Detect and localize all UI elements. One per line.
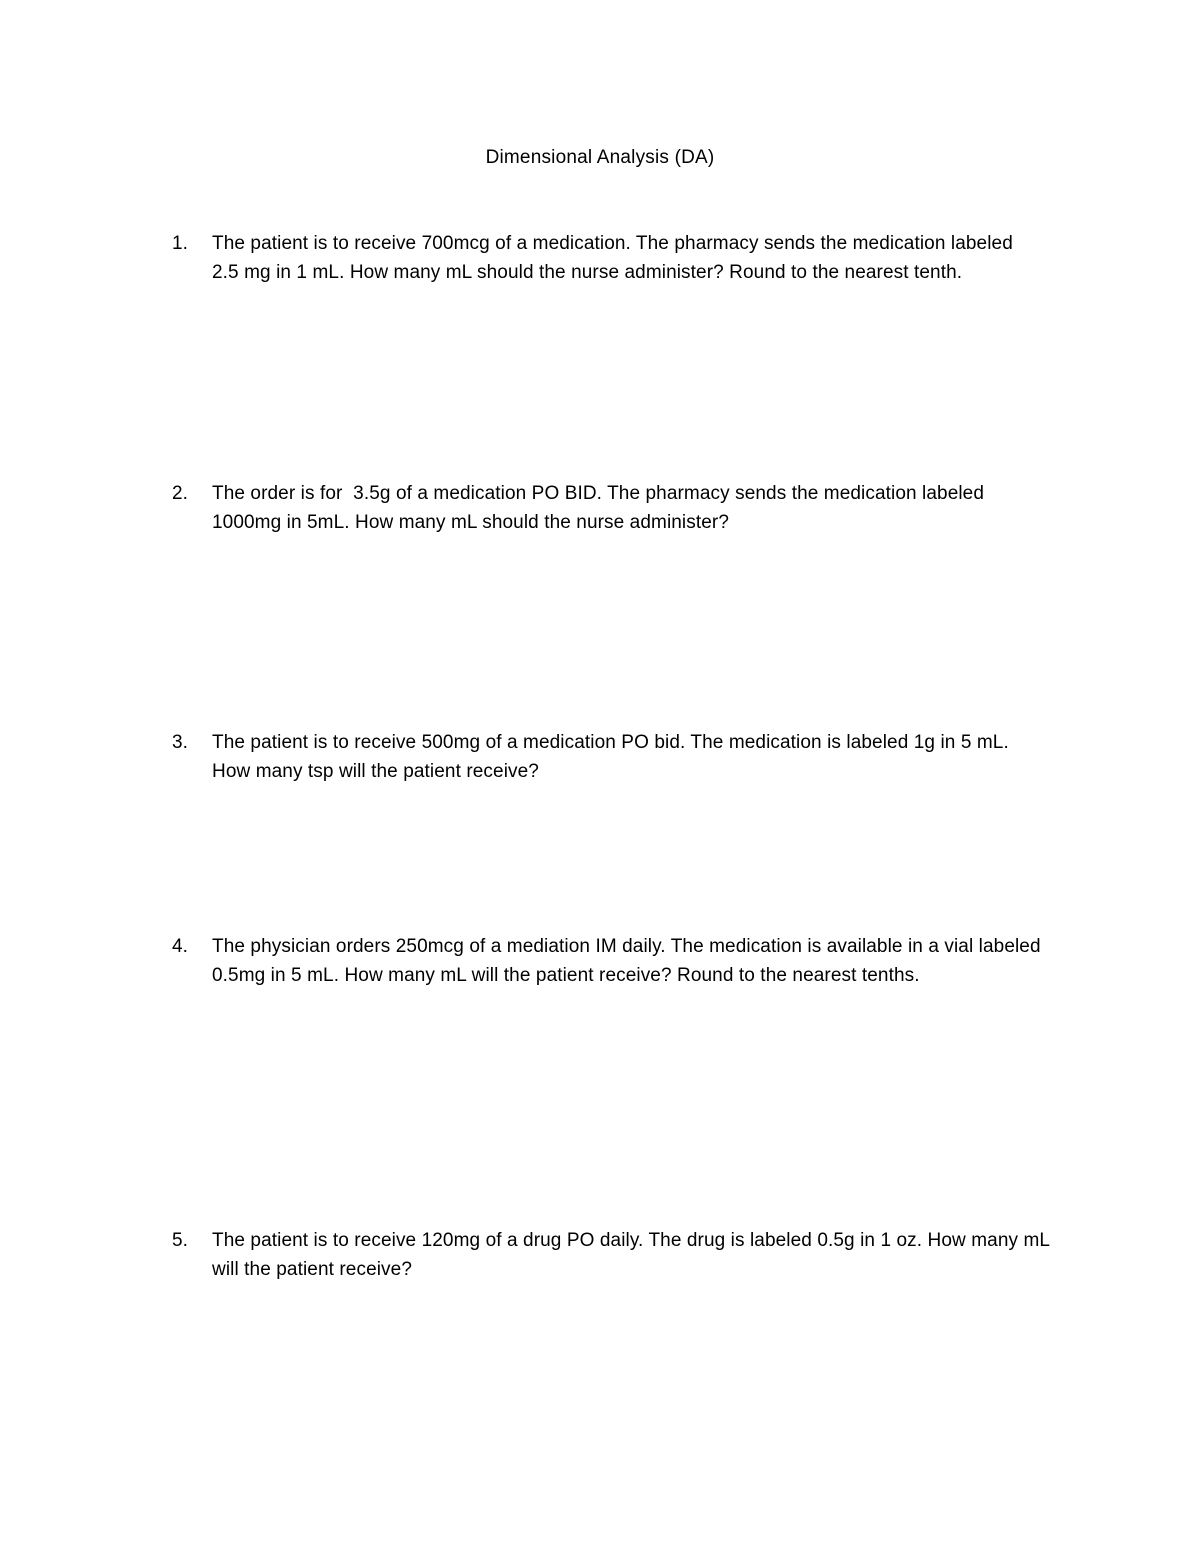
question-number: 4. xyxy=(172,936,189,957)
question-1 xyxy=(172,229,1072,287)
question-4 xyxy=(172,932,1072,990)
question-text-line: How many tsp will the patient receive? xyxy=(212,761,539,782)
question-text-line: The patient is to receive 700mcg of a medication. The pharmacy sends the medication labeled xyxy=(212,233,1013,254)
question-5 xyxy=(172,1226,1072,1284)
question-text-line: 0.5mg in 5 mL. How many mL will the patient receive? Round to the nearest tenths. xyxy=(212,965,920,986)
question-text-line: The patient is to receive 500mg of a medication PO bid. The medication is labeled 1g in 5 mL. xyxy=(212,732,1009,753)
question-3 xyxy=(172,728,1072,786)
question-text-line: The patient is to receive 120mg of a drug PO daily. The drug is labeled 0.5g in 1 oz. How many mL xyxy=(212,1230,1051,1251)
question-number: 2. xyxy=(172,483,189,504)
question-number: 5. xyxy=(172,1230,189,1251)
question-text-line: 2.5 mg in 1 mL. How many mL should the nurse administer? Round to the nearest tenth. xyxy=(212,262,963,283)
question-text-line: will the patient receive? xyxy=(212,1259,412,1280)
question-2 xyxy=(172,479,1072,537)
question-text-line: The order is for 3.5g of a medication PO BID. The pharmacy sends the medication labeled xyxy=(212,483,985,504)
question-number: 3. xyxy=(172,732,189,753)
document-title: Dimensional Analysis (DA) xyxy=(485,147,715,168)
question-number: 1. xyxy=(172,233,189,254)
question-text-line: 1000mg in 5mL. How many mL should the nurse administer? xyxy=(212,512,729,533)
question-text-line: The physician orders 250mcg of a mediation IM daily. The medication is available in a vial labeled xyxy=(212,936,1041,957)
